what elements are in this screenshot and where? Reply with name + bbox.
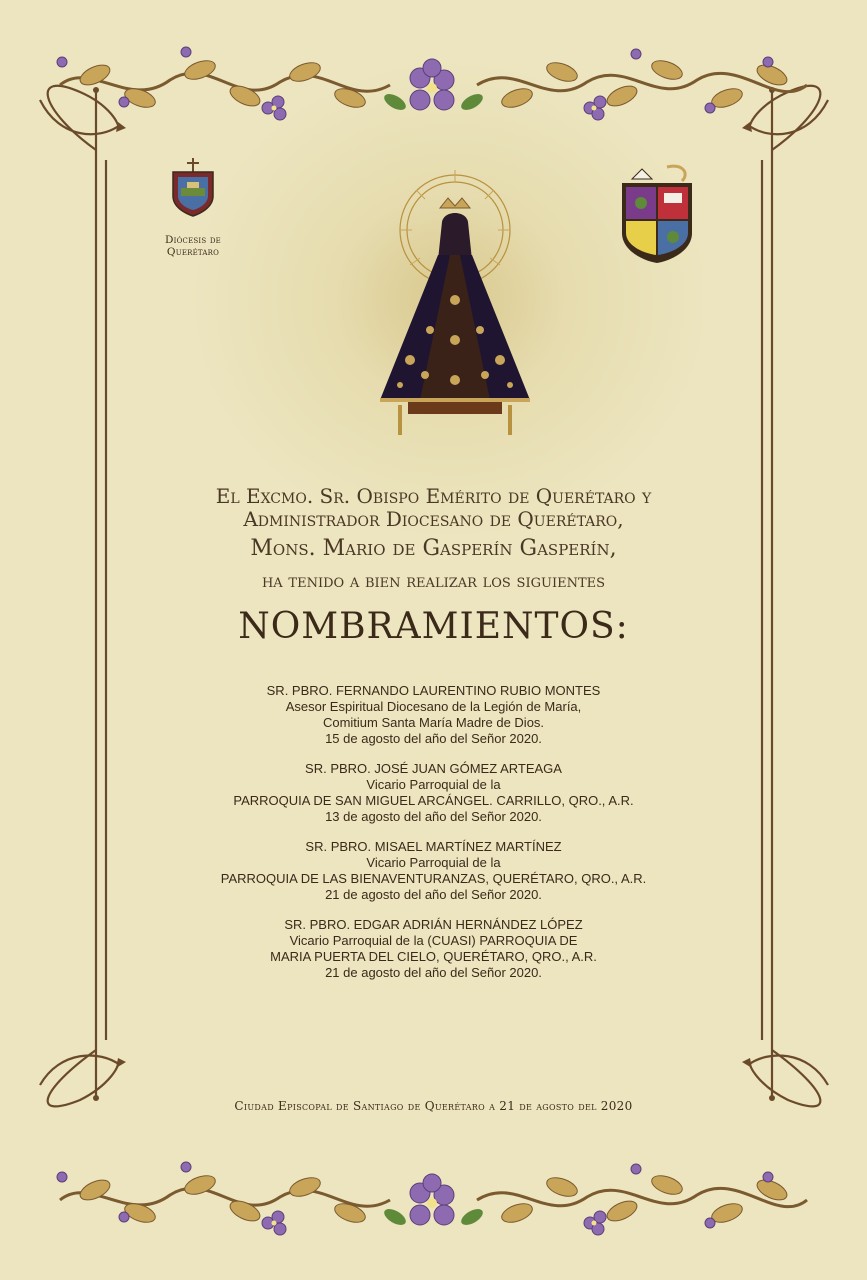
diocese-logo xyxy=(148,158,238,278)
bottom-floral-garland xyxy=(0,1155,867,1245)
page-title: NOMBRAMIENTOS: xyxy=(238,606,629,647)
bishop-name: Mons. Mario de Gasperín Gasperín, xyxy=(250,536,617,561)
diocese-label-line1: Diócesis de xyxy=(164,234,221,246)
appointment-date: 15 de agosto del año del Señor 2020. xyxy=(325,731,542,746)
top-floral-garland xyxy=(0,40,867,130)
coat-of-arms-icon xyxy=(612,163,702,268)
appointment-line: Asesor Espiritual Diocesano de la Legión de María, xyxy=(285,699,582,714)
appointment-name: SR. PBRO. MISAEL MARTÍNEZ MARTÍNEZ xyxy=(305,839,562,854)
appointment-item xyxy=(120,761,747,825)
footer-place-date: Ciudad Episcopal de Santiago de Querétaro a 21 de agosto del 2020 xyxy=(234,1099,633,1113)
appointment-item xyxy=(120,683,747,747)
virgin-mary-statue xyxy=(340,160,570,445)
appointment-name: SR. PBRO. JOSÉ JUAN GÓMEZ ARTEAGA xyxy=(305,761,562,776)
appointment-line: MARIA PUERTA DEL CIELO, QUERÉTARO, QRO., A.R. xyxy=(270,949,597,964)
appointment-line: Vicario Parroquial de la (CUASI) PARROQUIA DE xyxy=(289,933,578,948)
diocese-shield-icon xyxy=(169,158,217,218)
heading-line-4: ha tenido a bien realizar los siguientes xyxy=(261,571,606,592)
appointment-date: 21 de agosto del año del Señor 2020. xyxy=(325,887,542,902)
appointments-list xyxy=(120,683,747,995)
diocese-label-line2: Querétaro xyxy=(166,246,220,258)
heading-block xyxy=(0,485,867,531)
appointment-item xyxy=(120,917,747,981)
appointment-date: 21 de agosto del año del Señor 2020. xyxy=(325,965,542,980)
appointment-line: PARROQUIA DE SAN MIGUEL ARCÁNGEL. CARRILLO, QRO., A.R. xyxy=(233,793,634,808)
heading-line-2: Administrador Diocesano de Querétaro, xyxy=(243,507,624,531)
appointment-name: SR. PBRO. FERNANDO LAURENTINO RUBIO MONTES xyxy=(266,683,601,698)
appointment-line: PARROQUIA DE LAS BIENAVENTURANZAS, QUERÉTARO, QRO., A.R. xyxy=(220,871,647,886)
appointment-line: Vicario Parroquial de la xyxy=(366,855,501,870)
heading-line-1: El Excmo. Sr. Obispo Emérito de Querétaro y xyxy=(215,484,652,508)
appointment-name: SR. PBRO. EDGAR ADRIÁN HERNÁNDEZ LÓPEZ xyxy=(284,917,583,932)
appointment-item xyxy=(120,839,747,903)
appointment-line: Comitium Santa María Madre de Dios. xyxy=(322,715,545,730)
appointment-line: Vicario Parroquial de la xyxy=(366,777,501,792)
appointment-date: 13 de agosto del año del Señor 2020. xyxy=(325,809,542,824)
